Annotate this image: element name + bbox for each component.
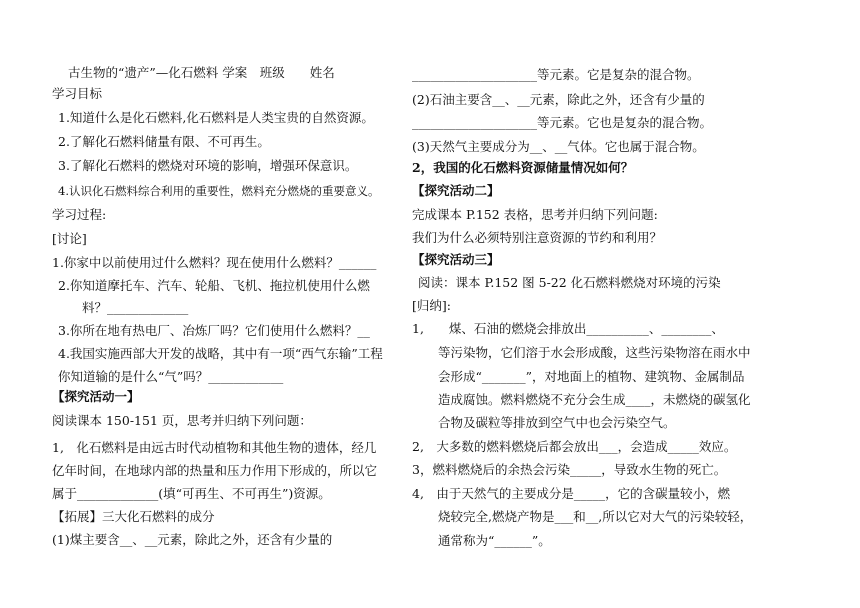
summary-line: 等污染物，它们溶于水会形成酸，这些污染物溶在雨水中 xyxy=(438,345,751,360)
activity1-intro: 阅读课本 150-151 页，思考并归纳下列问题： xyxy=(52,413,312,428)
summary-heading: [归纳]: xyxy=(412,298,451,313)
activity1-question: 亿年时间，在地球内部的热量和压力作用下形成的，所以它 xyxy=(52,463,378,478)
summary-line: 3，燃料燃烧后的余热会污染_____，导致水生物的死亡。 xyxy=(412,462,727,477)
extension-item: ____________________等元素。它是复杂的混合物。 xyxy=(412,67,700,82)
discussion-item: 1.你家中以前使用过什么燃料？现在使用什么燃料？______ xyxy=(52,255,377,270)
goal-item: 1.知道什么是化石燃料,化石燃料是人类宝贵的自然资源。 xyxy=(58,110,374,125)
activity3-heading: 【探究活动三】 xyxy=(412,252,500,267)
goal-item: 4.认识化石燃料综合利用的重要性，燃料充分燃烧的重要意义。 xyxy=(58,184,380,198)
discussion-item: 4.我国实施西部大开发的战略，其中有一项“西气东输”工程 xyxy=(58,346,383,361)
extension-item: ____________________等元素。它也是复杂的混合物。 xyxy=(412,115,713,130)
process-heading: 学习过程: xyxy=(52,207,107,222)
summary-line: 造成腐蚀。燃料燃烧不充分会生成____，未燃烧的碳氢化 xyxy=(438,392,751,407)
goal-item: 2.了解化石燃料储量有限、不可再生。 xyxy=(58,134,270,149)
activity1-question: 1, 化石燃料是由远古时代动植物和其他生物的遗体，经几 xyxy=(52,440,377,455)
summary-line: 2, 大多数的燃料燃烧后都会放出___，会造成_____效应。 xyxy=(412,439,737,454)
discussion-item: 2.你知道摩托车、汽车、轮船、飞机、拖拉机使用什么燃 xyxy=(58,278,370,293)
question-2: 2，我国的化石燃料资源储量情况如何？ xyxy=(412,160,634,175)
summary-line: 1, 煤、石油的燃烧会排放出__________、________、 xyxy=(412,321,724,336)
activity1-heading: 【探究活动一】 xyxy=(52,389,140,404)
goals-heading: 学习目标 xyxy=(52,86,103,101)
discussion-item: 3.你所在地有热电厂、冶炼厂吗？它们使用什么燃料？__ xyxy=(58,323,370,338)
worksheet-title: 古生物的“遗产”—化石燃料 学案 班级 姓名 xyxy=(68,65,335,80)
summary-line: 4, 由于天然气的主要成分是_____，它的含碳量较小，燃 xyxy=(412,486,731,501)
extension-item: (3)天然气主要成分为__、__气体。它也属于混合物。 xyxy=(412,139,705,154)
summary-line: 合物及碳粒等排放到空气中也会污染空气。 xyxy=(438,415,676,430)
activity2-text: 完成课本 P.152 表格，思考并归纳下列问题: xyxy=(412,207,658,222)
summary-line: 会形成“_______”，对地面上的植物、建筑物、金属制品 xyxy=(438,369,745,384)
summary-line: 通常称为“______”。 xyxy=(438,533,551,548)
extension-item: (1)煤主要含__、__元素，除此之外，还含有少量的 xyxy=(52,532,333,547)
extension-heading: 【拓展】三大化石燃料的成分 xyxy=(52,509,215,524)
summary-line: 烧较完全,燃烧产物是___和__,所以它对大气的污染较轻， xyxy=(438,509,753,524)
activity3-reading: 阅读：课本 P.152 图 5-22 化石燃料燃烧对环境的污染 xyxy=(418,275,721,290)
activity1-question: 属于_____________(填“可再生、不可再生”)资源。 xyxy=(52,486,331,501)
extension-item: (2)石油主要含__、__元素，除此之外，还含有少量的 xyxy=(412,92,705,107)
activity2-text: 我们为什么必须特别注意资源的节约和利用？ xyxy=(412,230,663,245)
discussion-item: 你知道输的是什么“气”吗？____________ xyxy=(58,369,284,384)
discussion-item: 料？_____________ xyxy=(82,300,189,315)
discussion-heading: [讨论] xyxy=(52,231,87,246)
activity2-heading: 【探究活动二】 xyxy=(412,183,500,198)
goal-item: 3.了解化石燃料的燃烧对环境的影响，增强环保意识。 xyxy=(58,158,358,173)
